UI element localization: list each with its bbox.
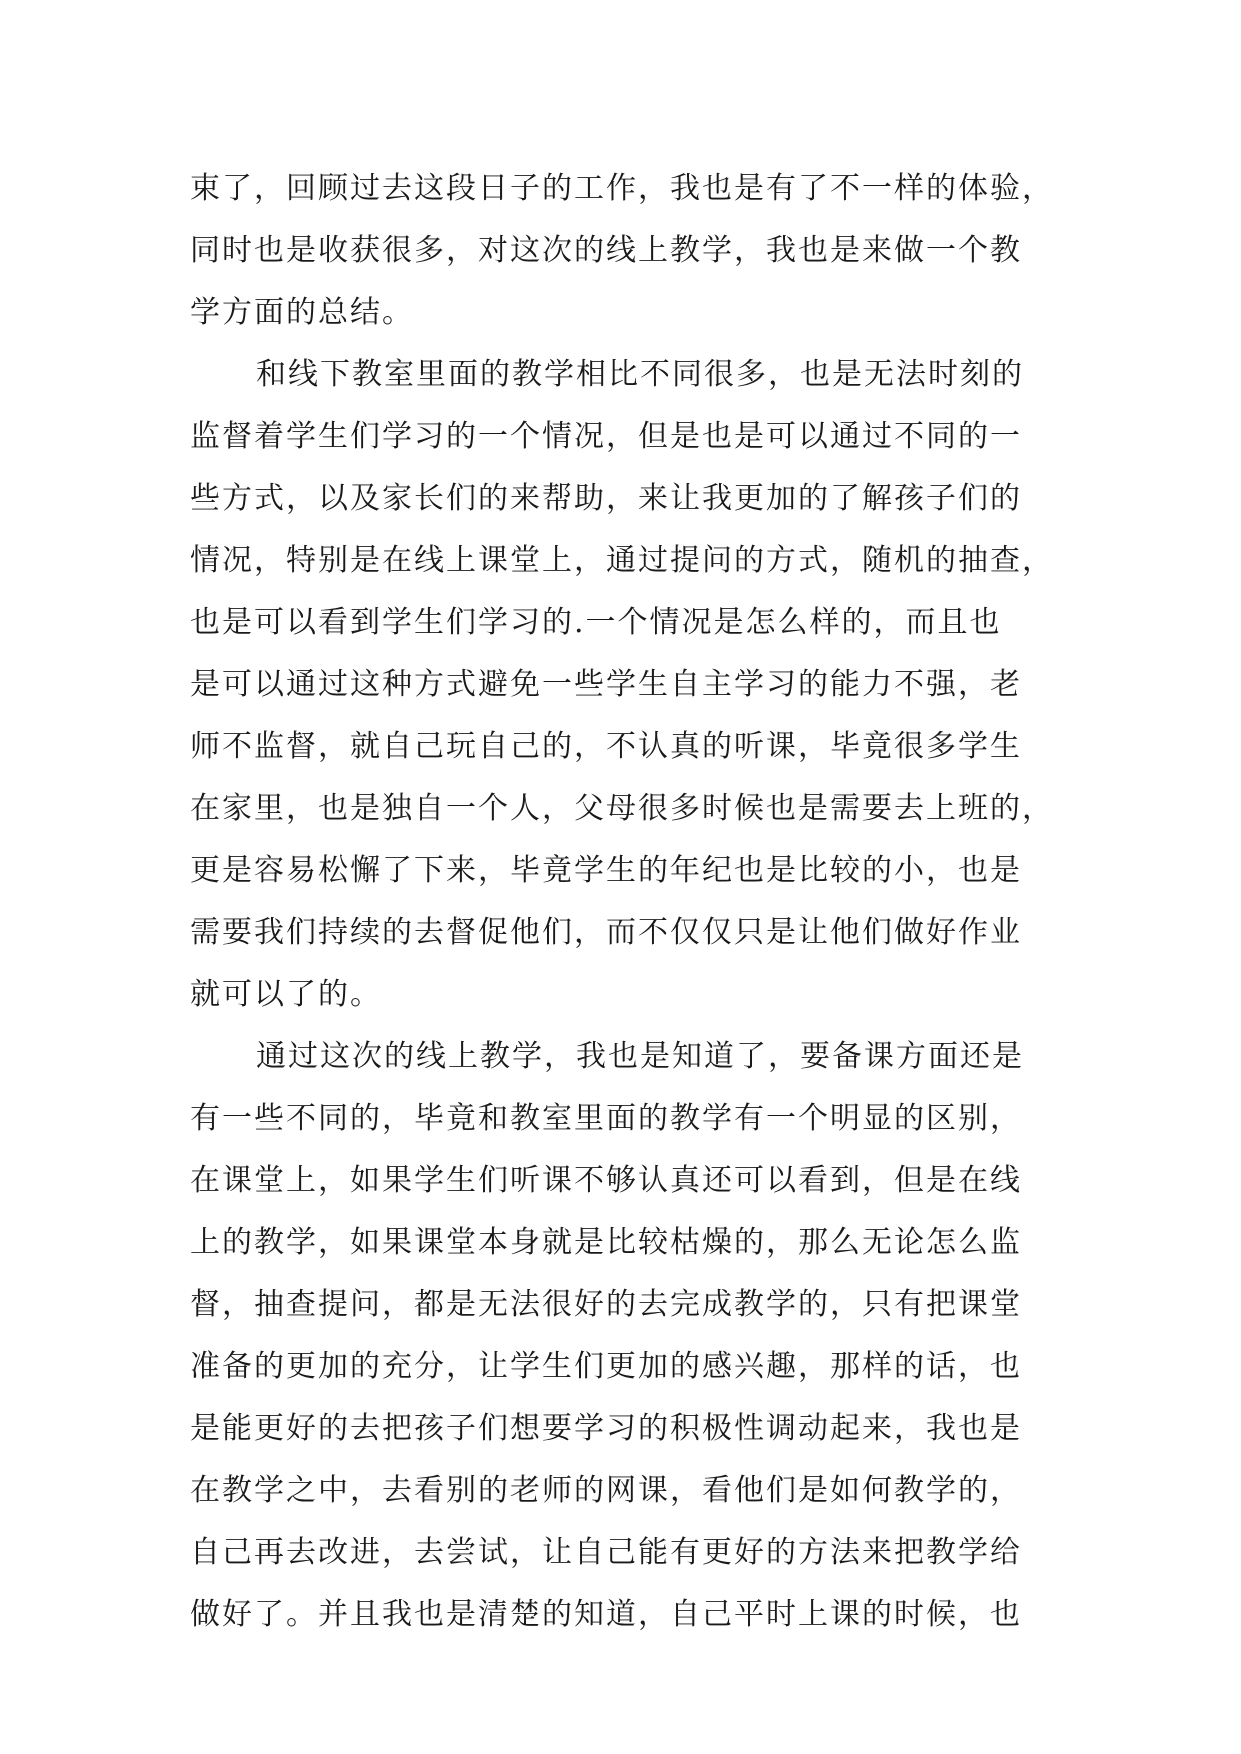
paragraph-line: 就可以了的。	[190, 977, 382, 1012]
paragraph-line: 在课堂上，如果学生们听课不够认真还可以看到，但是在线	[190, 1163, 1022, 1198]
paragraph-line: 在教学之中，去看别的老师的网课，看他们是如何教学的，	[190, 1473, 1022, 1508]
document-body	[190, 158, 1054, 1646]
paragraph-line: 通过这次的线上教学，我也是知道了，要备课方面还是	[256, 1039, 1024, 1074]
paragraph-line: 准备的更加的充分，让学生们更加的感兴趣，那样的话，也	[190, 1349, 1022, 1384]
paragraph-line: 情况，特别是在线上课堂上，通过提问的方式，随机的抽查，	[190, 543, 1054, 578]
paragraph-3	[190, 1026, 1050, 1646]
paragraph-2	[190, 344, 1054, 1026]
paragraph-line: 是能更好的去把孩子们想要学习的积极性调动起来，我也是	[190, 1411, 1022, 1446]
paragraph-line: 更是容易松懈了下来，毕竟学生的年纪也是比较的小，也是	[190, 853, 1022, 888]
paragraph-line: 督，抽查提问，都是无法很好的去完成教学的，只有把课堂	[190, 1287, 1022, 1322]
paragraph-line: 和线下教室里面的教学相比不同很多，也是无法时刻的	[256, 357, 1024, 392]
paragraph-line: 监督着学生们学习的一个情况，但是也是可以通过不同的一	[190, 419, 1022, 454]
paragraph-line: 上的教学，如果课堂本身就是比较枯燥的，那么无论怎么监	[190, 1225, 1022, 1260]
paragraph-line: 学方面的总结。	[190, 295, 414, 330]
paragraph-1	[190, 158, 1054, 344]
paragraph-line: 束了，回顾过去这段日子的工作，我也是有了不一样的体验，	[190, 171, 1054, 206]
paragraph-line: 些方式，以及家长们的来帮助，来让我更加的了解孩子们的	[190, 481, 1022, 516]
paragraph-line: 同时也是收获很多，对这次的线上教学，我也是来做一个教	[190, 233, 1022, 268]
paragraph-line: 也是可以看到学生们学习的.一个情况是怎么样的，而且也	[190, 605, 1002, 640]
paragraph-line: 做好了。并且我也是清楚的知道，自己平时上课的时候，也	[190, 1597, 1022, 1632]
paragraph-line: 师不监督，就自己玩自己的，不认真的听课，毕竟很多学生	[190, 729, 1022, 764]
paragraph-line: 是可以通过这种方式避免一些学生自主学习的能力不强，老	[190, 667, 1022, 702]
paragraph-line: 自己再去改进，去尝试，让自己能有更好的方法来把教学给	[190, 1535, 1022, 1570]
paragraph-line: 有一些不同的，毕竟和教室里面的教学有一个明显的区别，	[190, 1101, 1022, 1136]
paragraph-line: 需要我们持续的去督促他们，而不仅仅只是让他们做好作业	[190, 915, 1022, 950]
paragraph-line: 在家里，也是独自一个人，父母很多时候也是需要去上班的，	[190, 791, 1054, 826]
